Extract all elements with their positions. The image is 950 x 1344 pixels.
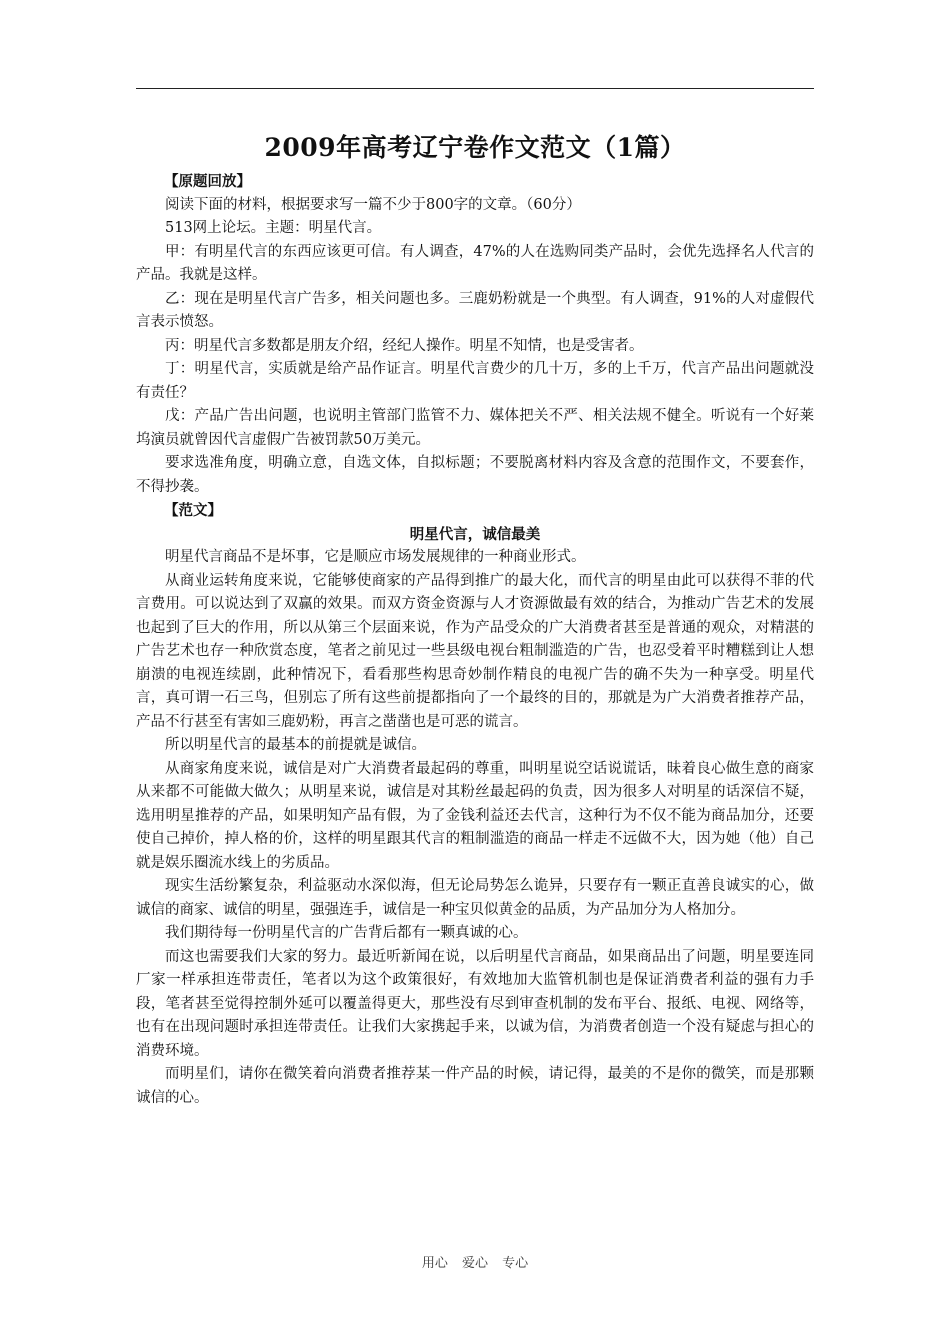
essay-paragraph: 明星代言商品不是坏事，它是顺应市场发展规律的一种商业形式。 xyxy=(165,549,586,565)
prompt-paragraph: 乙：现在是明星代言广告多，相关问题也多。三鹿奶粉就是一个典型。有人调查，91%的人对虚假代言表示愤怒。 xyxy=(136,290,814,330)
essay-paragraph: 从商业运转角度来说，它能够使商家的产品得到推广的最大化，而代言的明星由此可以获得不菲的代言费用。可以说达到了双赢的效果。而双方资金资源与人才资源做最有效的结合，为推动广告艺术的发展也起到了巨大的作用，所以从第三个层面来说，作为产品受众的广大消费者甚至是普通的观众，对精湛的广告艺术也存一种欣赏态度，笔者之前见过一些县级电视台粗制滥造的广告，也忍受着平时糟糕到让人想崩溃的电视连续剧，此种情况下，看看那些构思奇妙制作精良的电视广告的确不失为一种享受。明星代言，真可谓一石三鸟，但别忘了所有这些前提都指向了一个最终的目的，那就是为广大消费者推荐产品，产品不行甚至有害如三鹿奶粉，再言之凿凿也是可恶的谎言。 xyxy=(136,572,814,730)
essay-title: 明星代言，诚信最美 xyxy=(409,525,541,543)
prompt-paragraph: 513网上论坛。主题：明星代言。 xyxy=(165,220,382,236)
document-body xyxy=(136,128,814,1110)
essay-paragraph: 从商家角度来说，诚信是对广大消费者最起码的尊重，叫明星说空话说谎话，昧着良心做生意的商家从来都不可能做大做久；从明星来说，诚信是对其粉丝最起码的负责，因为很多人对明星的话深信不疑，选用明星推荐的产品，如果明知产品有假，为了金钱利益还去代言，这种行为不仅不能为商品加分，还要使自己掉价，掉人格的价，这样的明星跟其代言的粗制滥造的商品一样走不远做不大，因为她（他）自己就是娱乐圈流水线上的劣质品。 xyxy=(136,760,814,871)
prompt-paragraph: 甲：有明星代言的东西应该更可信。有人调查，47%的人在选购同类产品时，会优先选择名人代言的产品。我就是这样。 xyxy=(136,243,814,283)
essay-paragraph: 现实生活纷繁复杂，利益驱动水深似海，但无论局势怎么诡异，只要存有一颗正直善良诚实的心，做诚信的商家、诚信的明星，强强连手，诚信是一种宝贝似黄金的品质，为产品加分为人格加分。 xyxy=(136,878,814,918)
essay-paragraph: 而这也需要我们大家的努力。最近听新闻在说，以后明星代言商品，如果商品出了问题，明星要连同厂家一样承担连带责任，笔者以为这个政策很好，有效地加大监管机制也是保证消费者利益的强有力手段，笔者甚至觉得控制外延可以覆盖得更大，那些没有尽到审查机制的发布平台、报纸、电视、网络等，也有在出现问题时承担连带责任。让我们大家携起手来，以诚为信，为消费者创造一个没有疑虑与担心的消费环境。 xyxy=(136,948,814,1059)
prompt-paragraph: 丙：明星代言多数都是朋友介绍，经纪人操作。明星不知情，也是受害者。 xyxy=(165,337,644,354)
document-title: 2009年高考辽宁卷作文范文（1篇） xyxy=(264,133,686,162)
header-rule xyxy=(136,88,814,89)
essay-paragraph: 所以明星代言的最基本的前提就是诚信。 xyxy=(165,737,426,753)
section-heading-essay: 【范文】 xyxy=(164,502,222,519)
prompt-paragraph: 要求选准角度，明确立意，自选文体，自拟标题；不要脱离材料内容及含意的范围作文，不要套作，不得抄袭。 xyxy=(136,455,814,495)
prompt-paragraph: 戊：产品广告出问题，也说明主管部门监管不力、媒体把关不严、相关法规不健全。听说有一个好莱坞演员就曾因代言虚假广告被罚款50万美元。 xyxy=(136,408,814,448)
essay-paragraph: 而明星们，请你在微笑着向消费者推荐某一件产品的时候，请记得，最美的不是你的微笑，而是那颗诚信的心。 xyxy=(136,1066,814,1106)
prompt-paragraph: 阅读下面的材料，根据要求写一篇不少于800字的文章。（60分） xyxy=(165,196,581,213)
prompt-paragraph: 丁：明星代言，实质就是给产品作证言。明星代言费少的几十万，多的上千万，代言产品出问题就没有责任？ xyxy=(136,361,814,401)
section-heading-original: 【原题回放】 xyxy=(164,173,251,190)
essay-paragraph: 我们期待每一份明星代言的广告背后都有一颗真诚的心。 xyxy=(165,925,528,941)
page-footer: 用心 爱心 专心 xyxy=(421,1256,529,1271)
